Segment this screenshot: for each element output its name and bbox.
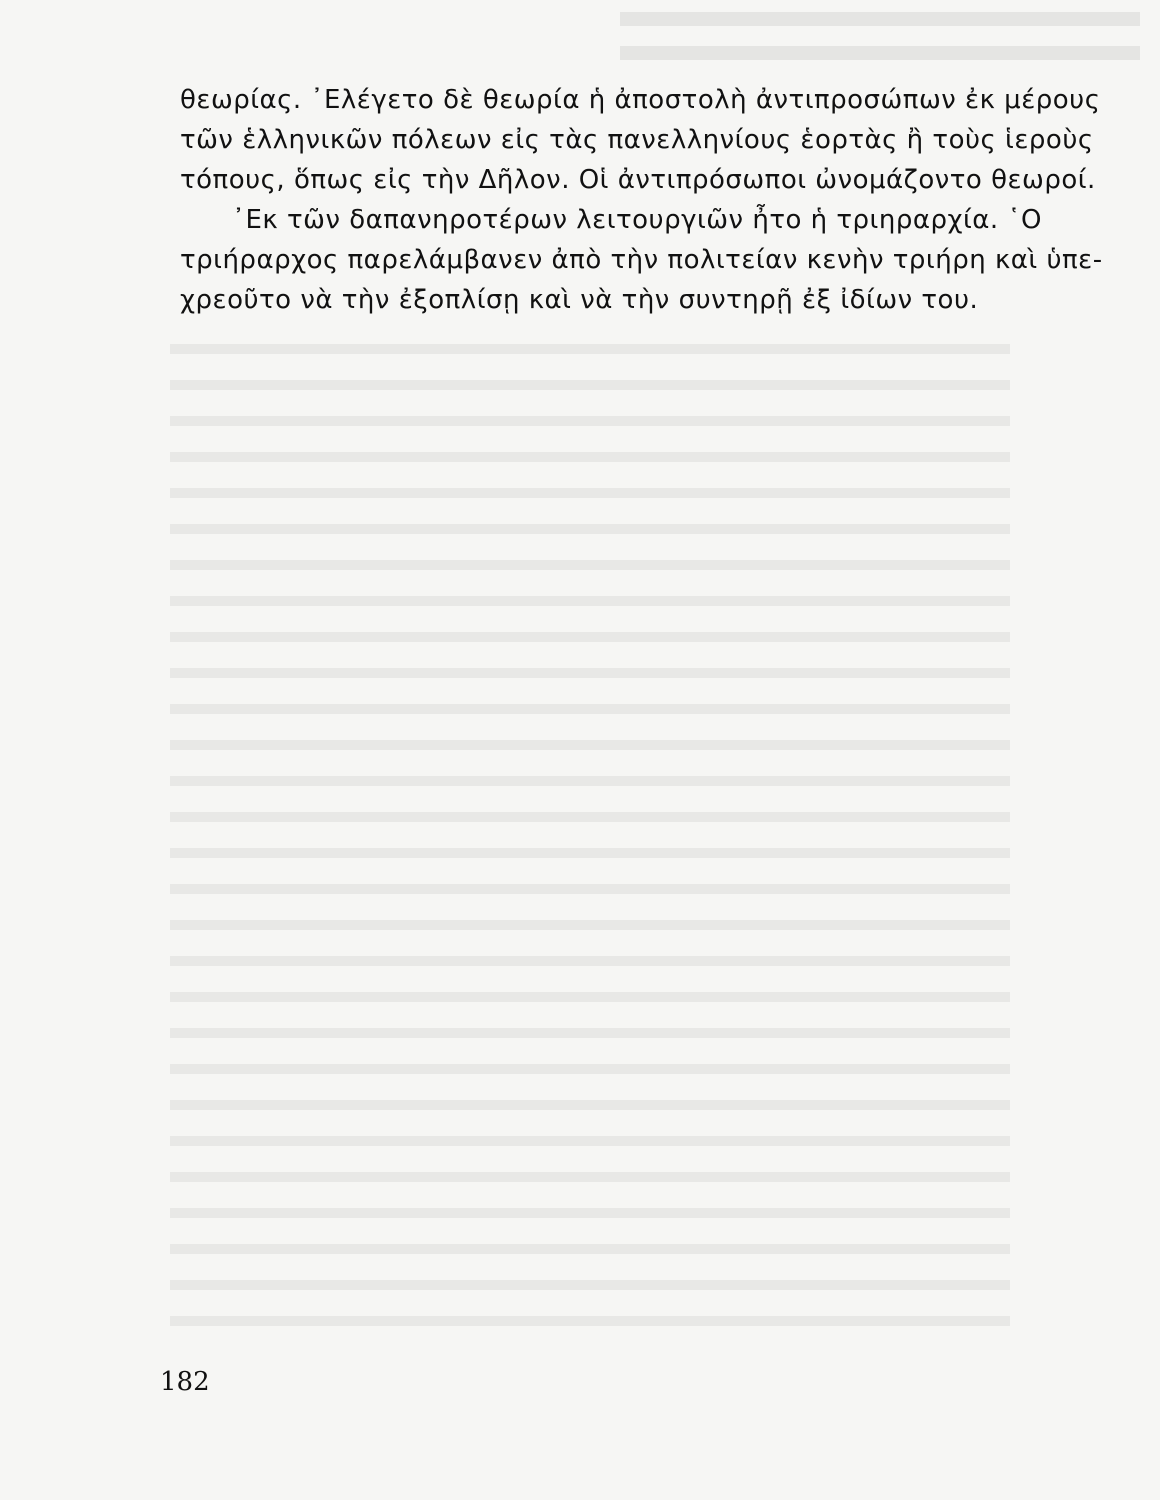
paragraph-2-line-1: ᾿Εκ τῶν δαπανηροτέρων λειτουργιῶν ἦτο ἡ τριηραρχία. ῾Ο	[232, 205, 1042, 235]
page-number: 182	[160, 1367, 210, 1397]
paragraph-1-line-3: τόπους, ὅπως εἰς τὴν Δῆλον. Οἱ ἀντιπρόσωποι ὠνομάζοντο θεωροί.	[180, 165, 1096, 195]
bleed-through-top	[620, 0, 1140, 70]
body-text	[180, 80, 1103, 320]
paragraph-2-line-3: χρεοῦτο νὰ τὴν ἐξοπλίσῃ καὶ νὰ τὴν συντηρῇ ἐξ ἰδίων του.	[180, 285, 979, 315]
paragraph-1-line-2: τῶν ἑλληνικῶν πόλεων εἰς τὰς πανελληνίους ἑορτὰς ἢ τοὺς ἱεροὺς	[180, 125, 1094, 155]
paragraph-1-line-1: θεωρίας. ᾿Ελέγετο δὲ θεωρία ἡ ἀποστολὴ ἀντιπροσώπων ἐκ μέρους	[180, 85, 1101, 115]
paragraph-2-line-2: τριήραρχος παρελάμβανεν ἀπὸ τὴν πολιτείαν κενὴν τριήρη καὶ ὑπε-	[180, 245, 1103, 275]
bleed-through-text	[170, 330, 1010, 1350]
